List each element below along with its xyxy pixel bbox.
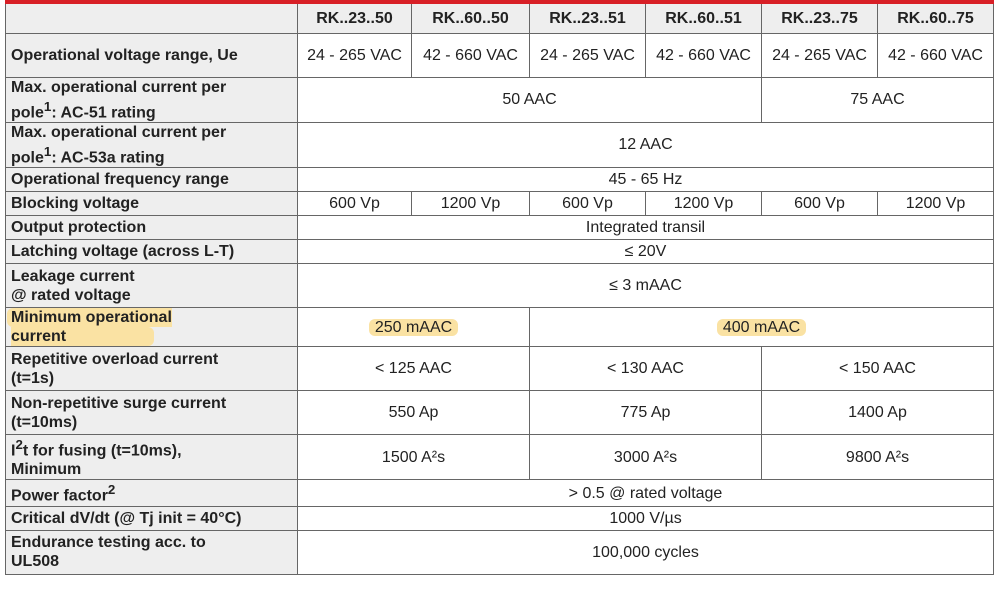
param-label [6,435,298,480]
superscript: 2 [15,437,23,453]
value-cell: ≤ 20V [298,240,994,264]
value-cell: 9800 A²s [762,435,994,480]
param-label [6,530,298,574]
value-cell: < 130 AAC [530,347,762,391]
header-corner-cell [6,2,298,33]
row-repetitive-overload [6,347,994,391]
row-leakage-current [6,264,994,308]
param-label [6,264,298,308]
row-minimum-operational-current [6,308,994,347]
value-cell: 45 - 65 Hz [298,168,994,192]
value-cell: 1200 Vp [878,192,994,216]
value-cell: 1500 A²s [298,435,530,480]
value-cell: 775 Ap [530,391,762,435]
value-cell: < 150 AAC [762,347,994,391]
label-line: : AC-53a rating [51,149,165,167]
model-header: RK..60..50 [412,2,530,33]
value-cell: 42 - 660 VAC [878,33,994,77]
footnote-mark: 2 [107,482,116,498]
param-label: Latching voltage (across L-T) [6,240,298,264]
param-label: Operational frequency range [6,168,298,192]
label-line: @ rated voltage [11,286,131,304]
row-ac53a-current [6,122,994,167]
label-line: UL508 [11,553,60,571]
value-cell: > 0.5 @ rated voltage [298,480,994,506]
model-header: RK..23..50 [298,2,412,33]
model-header: RK..23..51 [530,2,646,33]
model-header: RK..60..51 [646,2,762,33]
row-latching-voltage [6,240,994,264]
model-header: RK..23..75 [762,2,878,33]
value-cell: 24 - 265 VAC [298,33,412,77]
row-operational-voltage [6,33,994,77]
value-cell: 1200 Vp [646,192,762,216]
value-cell: 3000 A²s [530,435,762,480]
highlight-marker: 400 mAAC [717,319,806,336]
highlight-marker: Minimum operational current [7,308,172,346]
value-cell: 42 - 660 VAC [412,33,530,77]
label-line: pole [11,103,44,121]
value-cell: 50 AAC [298,77,762,122]
param-label [6,122,298,167]
value-cell: 550 Ap [298,391,530,435]
value-cell: ≤ 3 mAAC [298,264,994,308]
label-line: I [11,442,16,460]
value-cell: 600 Vp [762,192,878,216]
label-line: (t=10ms) [11,413,78,431]
specification-table [5,0,994,575]
row-i2t-fusing [6,435,994,480]
row-surge-current [6,391,994,435]
param-label: Blocking voltage [6,192,298,216]
row-critical-dvdt [6,506,994,530]
param-label [6,308,298,347]
row-power-factor [6,480,994,506]
value-cell: 1200 Vp [412,192,530,216]
label-line: t for fusing (t=10ms), [22,442,182,460]
label-line: Non-repetitive surge current [11,394,227,412]
highlight-marker: 250 mAAC [369,319,458,336]
label-line: Max. operational current per [11,123,227,141]
param-label: Critical dV/dt (@ Tj init = 40°C) [6,506,298,530]
label-line: Endurance testing acc. to [11,534,206,552]
label-line: Repetitive overload current [11,350,219,368]
value-cell: 12 AAC [298,122,994,167]
param-label [6,77,298,122]
footnote-mark: 1 [43,143,52,159]
value-cell: 75 AAC [762,77,994,122]
row-blocking-voltage [6,192,994,216]
value-cell: 1400 Ap [762,391,994,435]
param-label: Operational voltage range, Ue [6,33,298,77]
param-label [6,480,298,506]
value-cell: 600 Vp [298,192,412,216]
label-line: pole [11,149,44,167]
value-cell: 42 - 660 VAC [646,33,762,77]
value-cell: < 125 AAC [298,347,530,391]
param-label [6,347,298,391]
label-line: Minimum [11,461,82,479]
row-output-protection [6,216,994,240]
value-cell: Integrated transil [298,216,994,240]
value-cell: 24 - 265 VAC [530,33,646,77]
label-line: Power factor [11,487,108,505]
param-label: Output protection [6,216,298,240]
label-line: Leakage current [11,267,135,285]
param-label [6,391,298,435]
value-cell [530,308,994,347]
row-frequency [6,168,994,192]
header-row [6,2,994,33]
value-cell: 1000 V/µs [298,506,994,530]
footnote-mark: 1 [43,98,52,114]
value-cell: 24 - 265 VAC [762,33,878,77]
label-line: (t=1s) [11,369,55,387]
label-line: : AC-51 rating [51,103,156,121]
value-cell [298,308,530,347]
row-ac51-current [6,77,994,122]
value-cell: 600 Vp [530,192,646,216]
model-header: RK..60..75 [878,2,994,33]
value-cell: 100,000 cycles [298,530,994,574]
label-line: Max. operational current per [11,78,227,96]
row-endurance-testing [6,530,994,574]
